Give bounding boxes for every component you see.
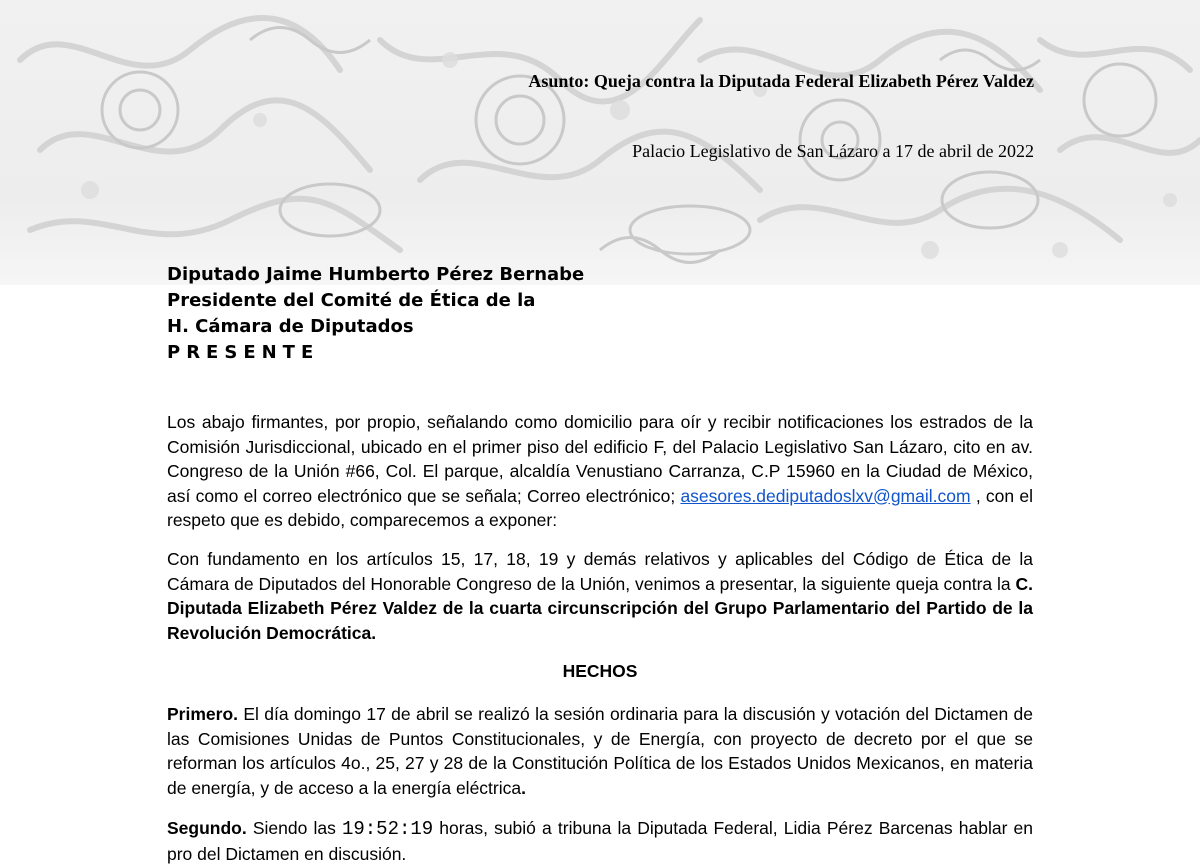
fact-second-time: 19:52:19 bbox=[341, 818, 434, 840]
legal-basis-paragraph bbox=[167, 547, 1033, 645]
intro-text-end: , con el respeto que es debido, comparecemos a exponer: bbox=[167, 485, 1033, 530]
recipient-name: Diputado Jaime Humberto Pérez Bernabe bbox=[167, 264, 585, 285]
recipient-block bbox=[167, 262, 584, 366]
place-date-line: Palacio Legislativo de San Lázaro a 17 de abril de 2022 bbox=[632, 141, 1034, 161]
legal-basis-text: Con fundamento en los artículos 15, 17, 18, 19 y demás relativos y aplicables del Código de Ética de la Cámara de Diputados del Honorable Congreso de la Unión, venimos a presentar, la siguiente queja contra la bbox=[167, 549, 1033, 594]
recipient-institution: H. Cámara de Diputados bbox=[167, 316, 414, 337]
fact-first-end: . bbox=[521, 777, 526, 798]
intro-paragraph bbox=[167, 410, 1033, 533]
fact-second-text-end: horas, subió a tribuna la Diputada Federal, Lidia Pérez Barcenas hablar en pro del Dictamen en discusión. bbox=[167, 818, 1033, 864]
fact-first-paragraph bbox=[167, 702, 1033, 800]
recipient-title: Presidente del Comité de Ética de la bbox=[167, 290, 536, 311]
fact-first-text: El día domingo 17 de abril se realizó la sesión ordinaria para la discusión y votación del Dictamen de las Comisiones Unidas de Puntos Constitucionales, y de Energía, con proyecto de decreto por el que se reforman los artículos 4o., 25, 27 y 28 de la Constitución Política de los Estados Unidos Mexicanos, en materia de energía, y de acceso a la energía eléctrica bbox=[167, 704, 1033, 798]
intro-text: Los abajo firmantes, por propio, señalando como domicilio para oír y recibir notificaciones los estrados de la Comisión Jurisdiccional, ubicado en el primer piso del edificio F, del Palacio Legislativo San Lázaro, cito en av. Congreso de la Unión #66, Col. El parque, alcaldía Venustiano Carranza, C.P 15960 en la Ciudad de México, así como el correo electrónico que se señala; Correo electrónico; bbox=[167, 412, 1033, 506]
fact-second-paragraph bbox=[167, 816, 1033, 866]
subject-line: Asunto: Queja contra la Diputada Federal Elizabeth Pérez Valdez bbox=[528, 71, 1034, 91]
fact-second-text: Siendo las bbox=[246, 818, 342, 838]
fact-first-label: Primero. bbox=[167, 704, 238, 724]
fact-second-label: Segundo. bbox=[167, 818, 247, 838]
email-link[interactable]: asesores.dediputadoslxv@gmail.com bbox=[680, 485, 971, 506]
section-heading-hechos: HECHOS bbox=[562, 661, 638, 681]
recipient-presente: PRESENTE bbox=[167, 342, 320, 363]
accused-name: C. Diputada Elizabeth Pérez Valdez de la cuarta circunscripción del Grupo Parlamentario del Partido de la Revolución Democrática. bbox=[167, 573, 1033, 643]
